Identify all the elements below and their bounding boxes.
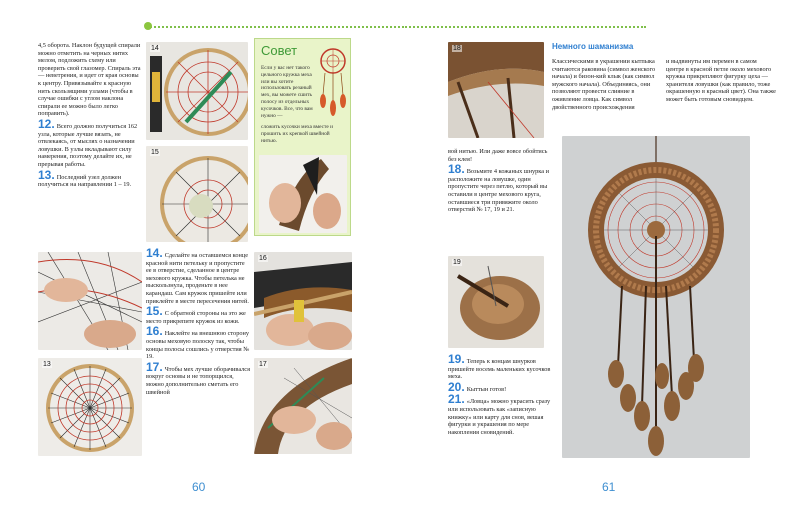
step-number: 15.: [146, 304, 163, 319]
photo-label: 17: [259, 361, 267, 368]
right-col2: [666, 58, 776, 107]
photo-label: 18: [453, 45, 461, 52]
photo-label: 16: [259, 255, 267, 262]
step-text: Кыттын готов!: [466, 385, 507, 393]
header-dot: [144, 22, 152, 30]
photo-finished-dreamcatcher: [562, 136, 750, 458]
header-rule: [150, 26, 400, 28]
step-number: 16.: [146, 324, 163, 339]
photo-label: 13: [43, 361, 51, 368]
tip-title: Совет: [261, 43, 298, 58]
step-19: [448, 352, 554, 381]
shamanism-text: Классическими в украшении кытпыка считаются раковина (символ женского начала) и бизон-кий клык (как символ мужского начала). Объединяясь, они позволяют провести слияние в оживление ловца. Как символ двойственного происхождения: [552, 58, 656, 111]
step-21: [448, 392, 554, 436]
left-col2: [146, 246, 251, 399]
lead-text: вой нитью. Или даже вовсе обойтись без клея!: [448, 148, 548, 163]
left-col1: [38, 42, 142, 192]
photo-label: 19: [453, 259, 461, 266]
step-17: [146, 359, 251, 396]
step-number: 14.: [146, 246, 163, 260]
page-number-right: 61: [602, 480, 616, 494]
step-18: [448, 162, 554, 214]
photo-step-14: [146, 42, 248, 140]
intro-paragraph: 4,5 оборота. Наклон будущей спирали можно отметить на черных нитях мелом, подложить схему или проверить свой глазомер. Спираль эта — неветрения, и идет от края основы к центру. Привязывайте к красную нить скользящими узлами (чтобы в случае ошибки с углом наклона спирали ее можно было легко поправить).: [38, 42, 141, 118]
step-number: 20.: [448, 379, 465, 394]
right-page: [400, 0, 800, 507]
page-number-left: 60: [192, 480, 206, 494]
right-col3-bottom: [448, 352, 554, 439]
step-text: Наклейте на внешнюю сторону основы меховую полоску так, чтобы концы полосы сошлись у отверстия № 19.: [146, 330, 250, 361]
step-text: Чтобы мех лучше оборачивался вокруг основы и не топорщился, можно дополнительно сметать его швейной: [146, 365, 251, 396]
step-text: «Ловца» можно украсить сразу или использовать как «записную книжку» или карту для снов, вешая фигурки и украшения по мере накопления сновидений.: [448, 398, 551, 436]
right-col3: [448, 148, 554, 217]
right-col1: [552, 58, 660, 114]
step-14: [146, 246, 250, 305]
photo-step-19: [448, 256, 544, 348]
step-text: Сделайте на оставшемся конце красной нити петельку и пропустите ее в отверстие, сделанное в центре мехового кружка. Чтобы петелька не выскользнула, проденьте в нее карандаш. Сам кружок пришейте или приклейте в месте пересечения нитей.: [146, 252, 249, 305]
photo-label: 14: [151, 45, 159, 52]
dreamcatcher-icon: [317, 45, 349, 117]
tip-text: Если у вас нет такого цельного кружка меха или вы хотите использовать резаный мех, вы можете сшить полосу из отдельных кусочков. Все, что вам нужно —: [261, 65, 313, 119]
step-number: 18.: [448, 162, 465, 177]
step-text: Последний узел должен получиться на направлении 1 – 19.: [38, 173, 132, 189]
photo-step-18: [448, 42, 544, 138]
photo-hands-weaving: [38, 252, 142, 350]
header-rule: [402, 26, 646, 28]
step-16: [146, 324, 250, 361]
photo-fur-strip: [259, 155, 347, 233]
step-text: Теперь к концам шнурков пришейте восемь маленьких кусочков меха.: [448, 358, 551, 381]
step-number: 21.: [448, 392, 465, 407]
photo-step-15: [146, 146, 248, 242]
photo-step-17: [254, 358, 352, 454]
shamanism-text-continued: и выдвинуты им перемен в самом центре в красной петле около мехового кружка прикрепляют фигурку цеха — хранителя ловушки (как правило, тоже окрашенную в красный цвет). Она также может быть готовым сновидцем.: [666, 58, 776, 103]
step-text: Возьмите 4 кожаных шнурка и расположите на ловушке, один пропустите через петлю, который вы оставили в центре мехового круга, оставшиеся три привяжите около отверстий № 17, 19 и 21.: [448, 168, 550, 214]
step-number: 17.: [146, 359, 163, 374]
step-text: С обратной стороны на это же место прикрепите кружок из кожи.: [146, 310, 246, 325]
step-number: 13.: [38, 167, 55, 182]
step-13: [38, 167, 142, 189]
step-text: Всего должно получиться 162 узла, которые лучше вязать, не отвлекаясь, от мыслях о назначении ловушки. В узлы вкладывают силу намерения, поэтому делайте их, не прерывая работы.: [38, 122, 138, 168]
step-number: 12.: [38, 116, 55, 131]
photo-step-13: [38, 358, 142, 456]
tip-text-continued: сложить кусочки меха вместе и прошить их крепкой швейной нитью.: [261, 124, 334, 144]
photo-step-16: [254, 252, 352, 350]
step-number: 19.: [448, 352, 465, 366]
section-title: Немного шаманизма: [552, 42, 634, 51]
step-12: [38, 116, 142, 169]
step-15: [146, 304, 250, 325]
tip-box: [254, 38, 351, 236]
photo-label: 15: [151, 149, 159, 156]
